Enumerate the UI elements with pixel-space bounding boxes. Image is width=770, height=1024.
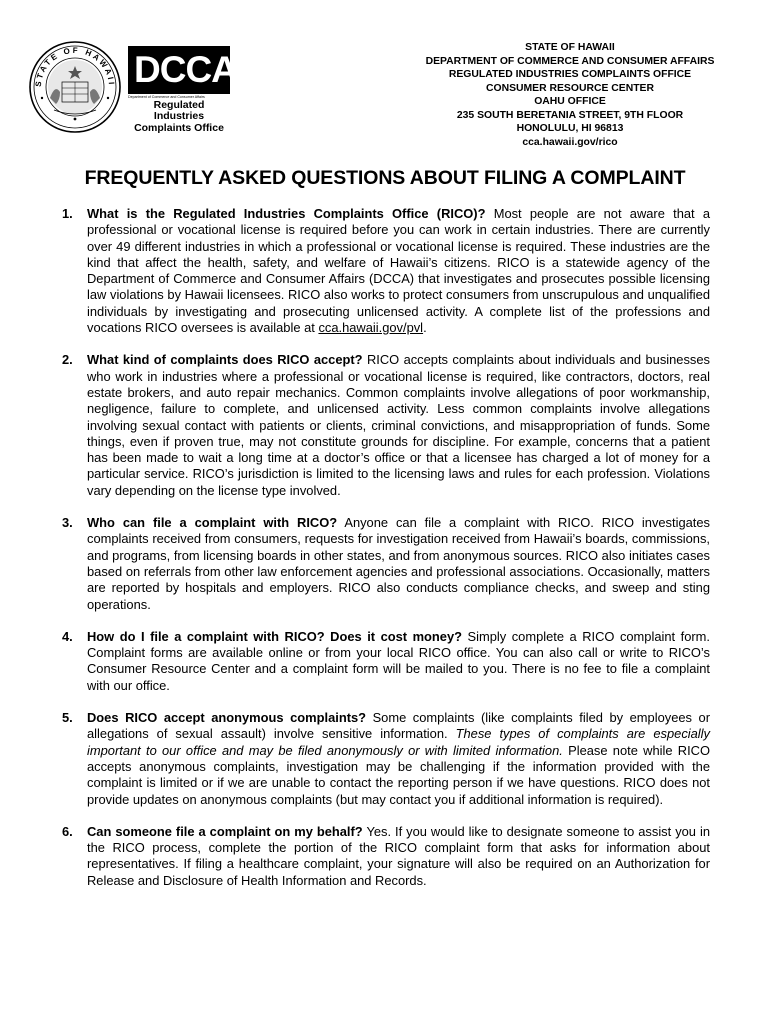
faq-answer-tail: . [423,320,427,336]
header-city: HONOLULU, HI 96813 [516,123,624,134]
header-branch: OAHU OFFICE [534,96,606,107]
faq-number: 1. [62,206,73,221]
faq-question: Can someone file a complaint on my behalf? [87,823,363,839]
dcca-logo-letters: DCCA [134,49,237,90]
faq-answer-continued: Please note while RICO accepts anonymous complaints, investigation may be challenging if the information provided with the complaint is limited or if we are unable to contact the reporting person if we have questions. RICO does not provide updates on anonymous complaints (but may contact you if additional information is required). [87,742,710,807]
faq-number: 3. [62,515,73,531]
faq-question: Who can file a complaint with RICO? [87,515,338,531]
dcca-logo-tagline: Department of Commerce and Consumer Affairs [128,95,205,99]
dcca-logo-box [128,46,237,94]
header-center: CONSUMER RESOURCE CENTER [486,82,654,94]
faq-answer-emphasis: These types of complaints are especially important to our office and may be filed anonymously or with limited information. [87,726,710,758]
faq-answer: Most people are not aware that a professional or vocational license is required before you can work in certain industries. There are currently over 49 different industries in which a professional or vocational license is required. These industries are the kind that affect the health, safety, and welfare of Hawaii’s citizens. RICO is a statewide agency of the Department of Commerce and Consumer Affairs (DCCA) that investigates and prosecutes possible licensing law violations by Hawaii licensees. RICO also works to protect consumers from unscrupulous and unqualified individuals by investigating and prosecuting unlicensed activity. A complete list of the professions and vocations RICO oversees is available at [87,206,711,336]
faq-number: 5. [62,710,73,726]
header-street: 235 SOUTH BERETANIA STREET, 9TH FLOOR [456,109,684,121]
faq-answer: Some complaints (like complaints filed by employees or allegations of sexual assault) involve sensitive information. [87,710,710,742]
faq-item-1 [62,206,710,336]
pvl-link[interactable]: cca.hawaii.gov/pvl [318,320,424,336]
page-title: FREQUENTLY ASKED QUESTIONS ABOUT FILING A COMPLAINT [84,167,686,189]
seal-icon [28,40,122,134]
faq-number: 4. [62,628,73,644]
faq-answer: Simply complete a RICO complaint form. Complaint forms are available online or from your local RICO office. You can also call or write to RICO’s Consumer Resource Center and a complaint form will be mailed to you. There is no fee to file a complaint with our office. [87,628,710,693]
faq-question: What is the Regulated Industries Complaints Office (RICO)? [87,206,486,221]
seal-arc-text: STATE OF HAWAII [33,45,117,88]
faq-number: 6. [62,823,73,839]
faq-answer: RICO accepts complaints about individuals and businesses who work in industries where a professional or vocational license is required, like contractors, doctors, real estate brokers, and auto repair mechanics. Common complaints involve allegations of poor workmanship, negligence, failure to complete, and unlicensed activity. Less common complaints involve allegations involving sexual contact with patients or clients, criminal convictions, and misappropriation of funds. Some things, even if proven true, may not constitute grounds for discipline. For example, concerns that a patient has been made to wait a long time at a doctor’s office or that a licensee has charged a lot of money for a particular service. RICO’s jurisdiction is limited to the licensing laws and rules for each profession. Violations vary depending on the license type involved. [87,352,710,498]
header-office: REGULATED INDUSTRIES COMPLAINTS OFFICE [448,69,692,80]
faq-question: What kind of complaints does RICO accept? [87,352,363,368]
faq-answer: Anyone can file a complaint with RICO. RICO investigates complaints received from consumers, requests for investigation received from Hawaii’s boards, commissions, and programs, from licensing boards in other states, and from anonymous sources. RICO also initiates cases based on referrals from other law enforcement agencies and professional associations. Occasionally, matters are reported by hospitals and employers. RICO also conducts compliance checks, and sweep and sting operations. [87,515,710,612]
faq-item-2 [62,352,710,499]
faq-item-6 [62,824,710,889]
dcca-logo-subtitle-1: Regulated Industries [153,99,205,122]
header-state: STATE OF HAWAII [525,42,615,53]
faq-list [62,206,710,905]
faq-answer: Yes. If you would like to designate someone to assist you in the RICO process, complete the portion of the RICO complaint form that asks for information about representatives. If filing a healthcare complaint, your signature will also be required on an Authorization for Release and Disclosure of Health Information and Records. [87,823,710,888]
header-website[interactable]: cca.hawaii.gov/rico [522,136,618,148]
faq-number: 2. [62,352,73,368]
faq-question: How do I file a complaint with RICO? Does it cost money? [87,628,463,644]
dcca-logo [128,46,237,134]
faq-item-5 [62,710,710,808]
faq-question: Does RICO accept anonymous complaints? [87,710,367,726]
office-address-block [405,41,735,149]
faq-item-3 [62,515,710,613]
state-seal [28,40,122,134]
dcca-logo-subtitle-2: Complaints Office [134,122,224,134]
header-department: DEPARTMENT OF COMMERCE AND CONSUMER AFFAIRS [425,55,715,67]
faq-item-4 [62,629,710,694]
